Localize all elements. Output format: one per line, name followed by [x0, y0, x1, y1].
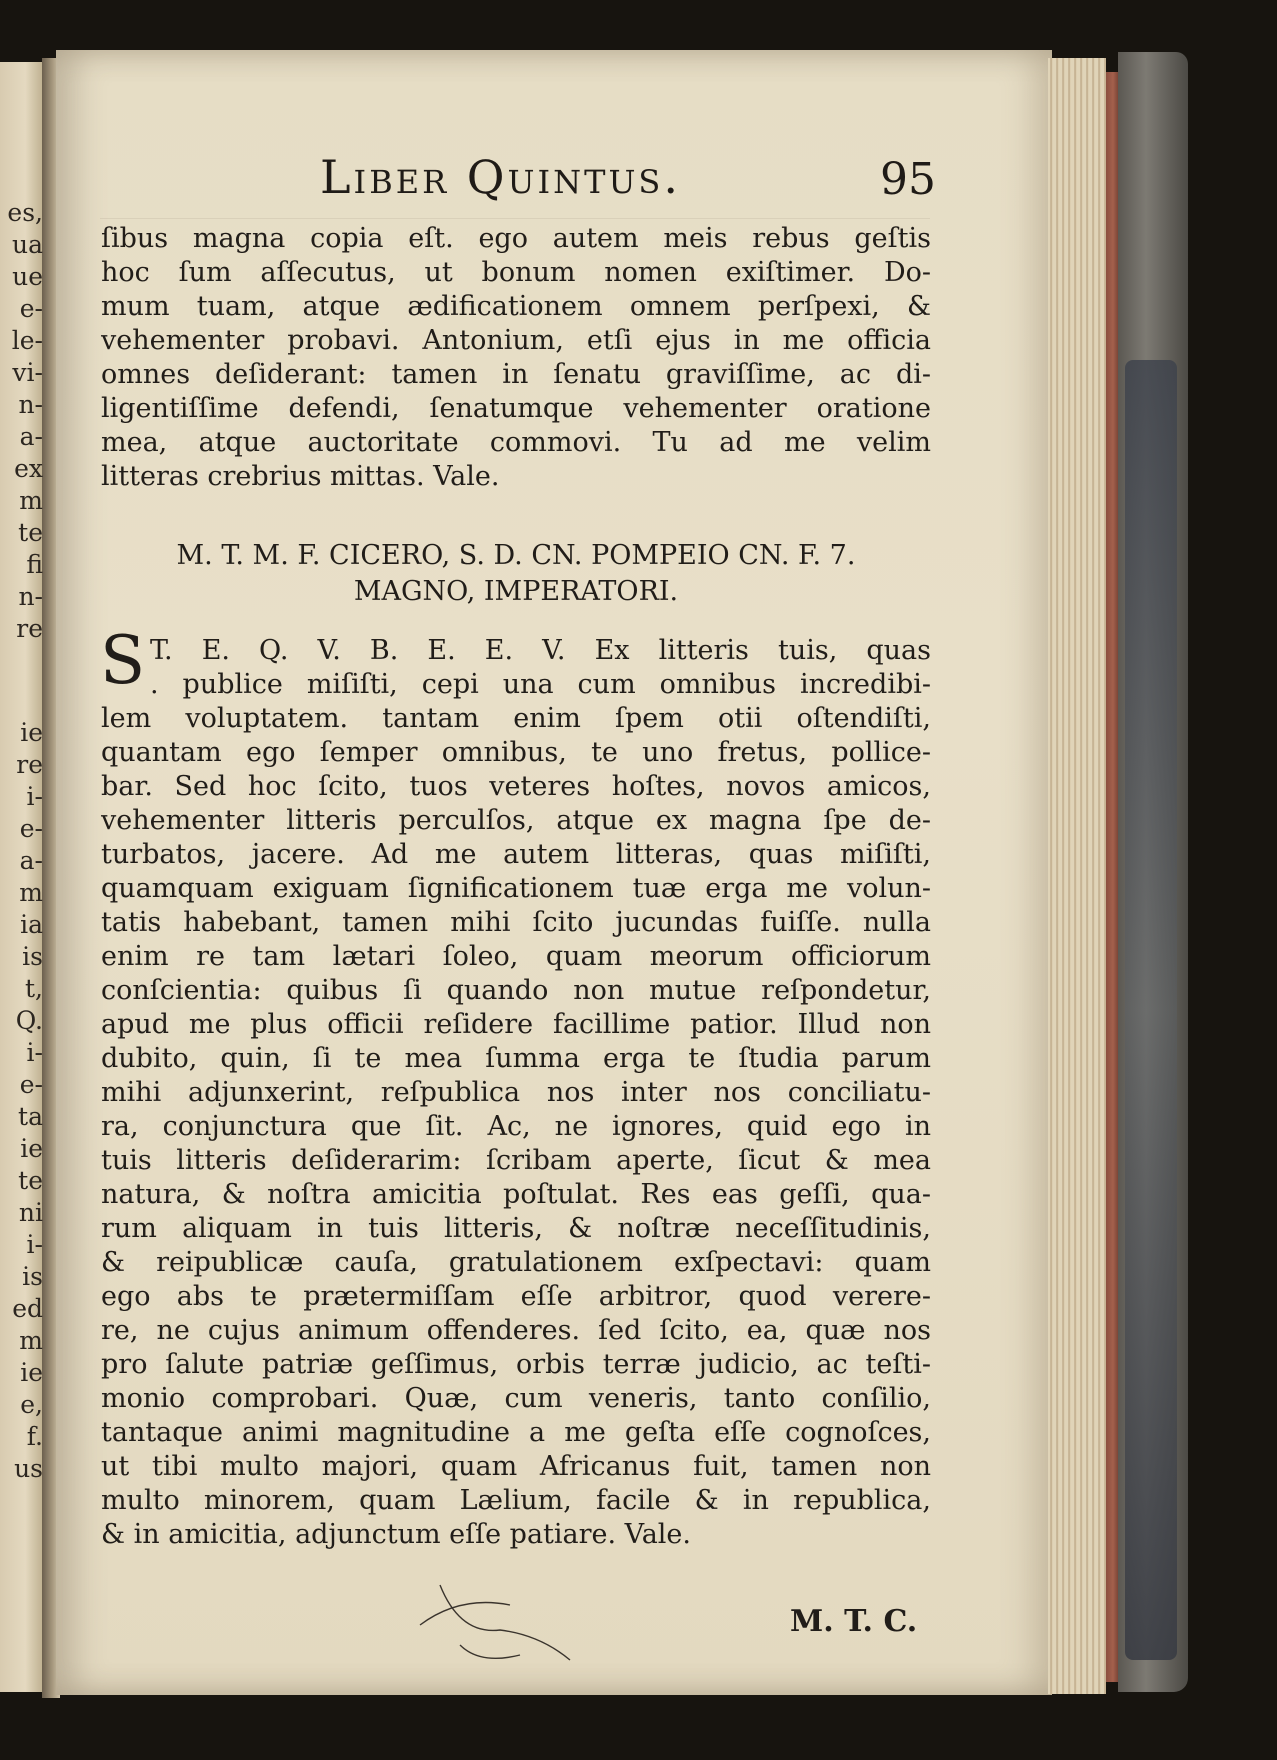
facing-page-fragment: vi-	[12, 358, 43, 387]
drop-cap: S	[100, 622, 146, 699]
facing-page-fragment: i-	[26, 782, 43, 811]
letter-heading	[101, 538, 931, 610]
facing-page-fragment: m	[19, 486, 43, 515]
catchword: M. T. C.	[790, 1604, 918, 1639]
facing-page-fragment: n-	[18, 390, 43, 419]
facing-page-fragment: is	[22, 942, 43, 971]
page-number: 95	[880, 154, 936, 205]
text-line: mum tuam, atque ædificationem omnem perſpexi, &	[101, 291, 931, 322]
facing-page-fragment: ie	[20, 1134, 43, 1163]
facing-page-fragment: f.	[26, 1422, 43, 1451]
text-line: T. E. Q. V. B. E. E. V. Ex litteris tuis, quas	[150, 635, 931, 666]
facing-page-fragment: fi	[26, 550, 43, 579]
text-line: ego abs te prætermiſſam eſſe arbitror, quod verere-	[101, 1281, 931, 1312]
text-line: conſcientia: quibus ſi quando non mutue reſpondetur,	[101, 975, 931, 1006]
head-rule	[100, 218, 930, 219]
facing-page-fragment: us	[14, 1454, 43, 1483]
letter-heading-line-2: MAGNO, IMPERATORI.	[353, 576, 679, 607]
pen-scribble	[400, 1575, 580, 1675]
facing-page-fragment: a-	[19, 422, 43, 451]
text-line: ra, conjunctura que ſit. Ac, ne ignores, quid ego in	[101, 1111, 931, 1142]
text-line: multo minorem, quam Lælium, facile & in republica,	[101, 1485, 931, 1516]
text-line: tuis litteris deſiderarim: ſcribam aperte, ſicut & mea	[101, 1145, 931, 1176]
text-line: ligentiſſime defendi, ſenatumque vehementer oratione	[101, 393, 931, 424]
text-line: mea, atque auctoritate commovi. Tu ad me velim	[101, 427, 931, 458]
text-line: re, ne cujus animum offenderes. ſed ſcito, ea, quæ nos	[101, 1315, 931, 1346]
facing-page-fragment: n-	[18, 582, 43, 611]
text-line: & reipublicæ cauſa, gratulationem exſpectavi: quam	[101, 1247, 931, 1278]
facing-page-fragment: es,	[7, 198, 43, 227]
paragraph-continued	[101, 222, 931, 494]
facing-page-fragment: ia	[20, 910, 43, 939]
facing-page-fragment: ue	[12, 262, 43, 291]
text-line: litteras crebrius mittas. Vale.	[101, 461, 500, 492]
facing-page-fragment: ed	[12, 1294, 43, 1323]
text-line: tantaque animi magnitudine a me geſta eſſe cognoſces,	[101, 1417, 931, 1448]
facing-page-fragment: Q.	[15, 1006, 43, 1035]
letter-heading-line-1: M. T. M. F. CICERO, S. D. CN. POMPEIO CN. F. 7.	[176, 540, 856, 571]
text-line: hoc ſum aſſecutus, ut bonum nomen exiſtimer. Do-	[101, 257, 931, 288]
facing-page-fragment: t,	[25, 974, 43, 1003]
facing-page-fragment: e,	[20, 1390, 43, 1419]
letter-body	[101, 702, 931, 1552]
running-head	[320, 150, 940, 210]
text-line: quamquam exiguam ſignificationem tuæ erga me volun-	[101, 873, 931, 904]
facing-page-fragment: te	[18, 1166, 43, 1195]
cover-wear	[1125, 360, 1177, 1660]
facing-page-fragment: ni	[18, 1198, 43, 1227]
text-line: natura, & noſtra amicitia poſtulat. Res eas geſſi, qua-	[101, 1179, 931, 1210]
facing-page-fragment: i-	[26, 1038, 43, 1067]
text-line: turbatos, jacere. Ad me autem litteras, quas miſiſti,	[101, 839, 931, 870]
facing-page-fragment: ta	[18, 1102, 43, 1131]
text-line: pro ſalute patriæ geſſimus, orbis terræ judicio, ac teſti-	[101, 1349, 931, 1380]
facing-page-fragment: m	[19, 878, 43, 907]
facing-page-fragment: m	[19, 1326, 43, 1355]
facing-page-fragment: is	[22, 1262, 43, 1291]
facing-page-fragment: ua	[11, 230, 43, 259]
text-line: apud me plus officii reſidere facillime patior. Illud non	[101, 1009, 931, 1040]
text-line: omnes deſiderant: tamen in ſenatu graviſſime, ac di-	[101, 359, 931, 390]
text-line: ſibus magna copia eſt. ego autem meis rebus geſtis	[101, 223, 931, 254]
paragraph-opening-lines	[150, 634, 931, 702]
page-edges	[1048, 58, 1106, 1694]
facing-page-fragment: e-	[19, 294, 43, 323]
facing-page-fragment: re	[16, 614, 43, 643]
text-line: & in amicitia, adjunctum eſſe patiare. Vale.	[101, 1519, 691, 1550]
text-line: vehementer probavi. Antonium, etſi ejus in me officia	[101, 325, 931, 356]
text-line: bar. Sed hoc ſcito, tuos veteres hoſtes, novos amicos,	[101, 771, 931, 802]
text-line: dubito, quin, ſi te mea ſumma erga te ſtudia parum	[101, 1043, 931, 1074]
book-title: Liber Quintus.	[320, 150, 681, 204]
text-line: . publice miſiſti, cepi una cum omnibus incredibi-	[150, 669, 931, 700]
text-line: lem voluptatem. tantam enim ſpem otii oſtendiſti,	[101, 703, 931, 734]
facing-page-fragment: re	[16, 750, 43, 779]
text-line: mihi adjunxerint, reſpublica nos inter nos conciliatu-	[101, 1077, 931, 1108]
facing-page-fragment: i-	[26, 1230, 43, 1259]
text-line: ut tibi multo majori, quam Africanus fuit, tamen non	[101, 1451, 931, 1482]
facing-page-fragment: ex	[14, 454, 43, 483]
facing-page-fragment: e-	[19, 814, 43, 843]
facing-page-fragment: e-	[19, 1070, 43, 1099]
facing-page-fragment: ie	[20, 718, 43, 747]
text-line: vehementer litteris perculſos, atque ex magna ſpe de-	[101, 805, 931, 836]
text-line: monio comprobari. Quæ, cum veneris, tanto conſilio,	[101, 1383, 931, 1414]
text-line: quantam ego ſemper omnibus, te uno fretus, pollice-	[101, 737, 931, 768]
facing-page-fragment: ie	[20, 1358, 43, 1387]
facing-page-fragment: te	[18, 518, 43, 547]
text-line: tatis habebant, tamen mihi ſcito jucundas fuiſſe. nulla	[101, 907, 931, 938]
text-line: rum aliquam in tuis litteris, & noſtræ neceſſitudinis,	[101, 1213, 931, 1244]
text-line: enim re tam lætari ſoleo, quam meorum officiorum	[101, 941, 931, 972]
facing-page-fragment: a-	[19, 846, 43, 875]
facing-page-fragment: le-	[11, 326, 43, 355]
